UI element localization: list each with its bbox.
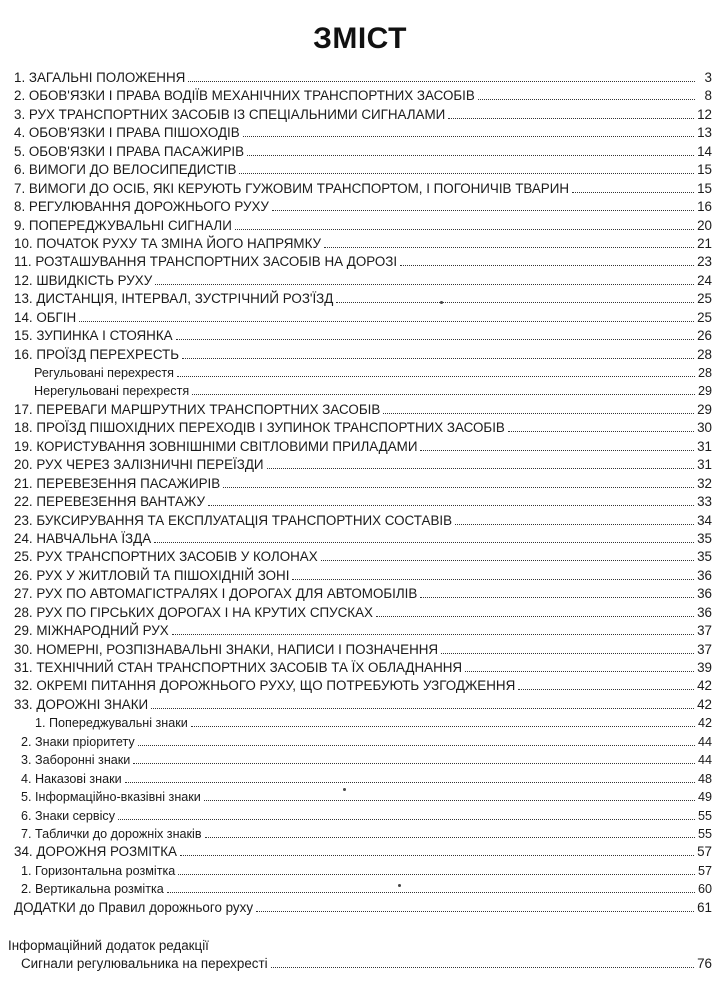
toc-entry-label: 22. ПЕРЕВЕЗЕННЯ ВАНТАЖУ	[14, 494, 205, 510]
toc-page-number: 25	[697, 291, 712, 307]
dot-leader	[172, 634, 694, 635]
toc-entry[interactable]	[14, 309, 712, 327]
toc-page-number: 28	[697, 346, 712, 362]
toc-entry[interactable]	[14, 585, 712, 603]
toc-entry-label: 34. ДОРОЖНЯ РОЗМІТКА	[14, 844, 177, 860]
dot-leader	[177, 376, 695, 377]
toc-entry-label: 12. ШВИДКІСТЬ РУХУ	[14, 272, 153, 288]
toc-entry-label: 1. Попереджувальні знаки	[35, 716, 188, 731]
dot-leader	[138, 745, 695, 746]
toc-page-number: 61	[697, 899, 712, 915]
toc-entry[interactable]	[14, 456, 712, 474]
toc-entry[interactable]	[14, 604, 712, 622]
toc-page-number: 55	[697, 826, 712, 841]
toc-entry-label: 32. ОКРЕМІ ПИТАННЯ ДОРОЖНЬОГО РУХУ, ЩО ПОТРЕБУЮТЬ УЗГОДЖЕННЯ	[14, 678, 516, 694]
toc-entry-label: 10. ПОЧАТОК РУХУ ТА ЗМІНА ЙОГО НАПРЯМКУ	[14, 235, 322, 251]
toc-page-number: 15	[697, 162, 712, 178]
dot-leader	[155, 284, 694, 285]
toc-entry-label: 28. РУХ ПО ГІРСЬКИХ ДОРОГАХ І НА КРУТИХ СПУСКАХ	[14, 604, 373, 620]
dot-leader	[223, 487, 694, 488]
dot-leader	[478, 99, 695, 100]
toc-entry-label: 24. НАВЧАЛЬНА ЇЗДА	[14, 530, 152, 546]
scan-speck	[398, 884, 401, 887]
toc-entry-label: 16. ПРОЇЗД ПЕРЕХРЕСТЬ	[14, 346, 180, 362]
toc-entry-label: 4. Наказові знаки	[21, 771, 122, 786]
toc-page-number: 33	[697, 494, 712, 510]
toc-page-number: 39	[697, 660, 712, 675]
dot-leader	[188, 81, 695, 82]
toc-page-number: 29	[697, 384, 712, 399]
appendix-list	[8, 955, 712, 973]
appendix-heading: Інформаційний додаток редакції	[8, 938, 209, 953]
toc-subentry[interactable]	[14, 733, 712, 751]
toc-entry[interactable]	[14, 180, 712, 198]
toc-entry-label: 26. РУХ У ЖИТЛОВІЙ ТА ПІШОХІДНІЙ ЗОНІ	[14, 567, 290, 583]
toc-page-number: 34	[697, 512, 712, 528]
toc-page-number: 42	[697, 696, 712, 712]
dot-leader	[239, 173, 694, 174]
toc-entry[interactable]	[14, 327, 712, 345]
dot-leader	[205, 837, 695, 838]
toc-page-number: 60	[697, 882, 712, 897]
toc-entry-label: 17. ПЕРЕВАГИ МАРШРУТНИХ ТРАНСПОРТНИХ ЗАСОБІВ	[14, 401, 381, 417]
toc-subentry[interactable]	[14, 880, 712, 898]
dot-leader	[191, 726, 695, 727]
toc-entry[interactable]	[14, 622, 712, 640]
toc-entry-label: 2. Вертикальна розмітка	[21, 882, 164, 897]
toc-subentry[interactable]	[14, 862, 712, 880]
dot-leader	[271, 967, 695, 968]
toc-page-number: 25	[697, 309, 712, 325]
toc-page-number: 13	[697, 125, 712, 141]
toc-entry-label: 33. ДОРОЖНІ ЗНАКИ	[14, 696, 149, 712]
toc-entry[interactable]	[14, 548, 712, 566]
toc-entry[interactable]	[14, 419, 712, 437]
toc-entry[interactable]	[14, 217, 712, 235]
toc-entry[interactable]	[14, 677, 712, 695]
toc-entry-label: 9. ПОПЕРЕДЖУВАЛЬНІ СИГНАЛИ	[14, 217, 232, 233]
dot-leader	[192, 394, 695, 395]
toc-entry[interactable]	[14, 290, 712, 308]
toc-page-number: 57	[697, 863, 712, 878]
toc-page-number: 36	[697, 586, 712, 602]
toc-page-number: 23	[697, 254, 712, 270]
dot-leader	[235, 229, 694, 230]
dot-leader	[267, 468, 695, 469]
dot-leader	[441, 653, 694, 654]
toc-page-number: 29	[697, 401, 712, 417]
toc-entry[interactable]	[14, 512, 712, 530]
toc-page-number: 30	[697, 420, 712, 436]
toc-entry[interactable]	[14, 161, 712, 179]
dot-leader	[208, 505, 694, 506]
toc-page-number: 3	[704, 70, 712, 85]
appendix-section	[8, 937, 712, 973]
toc-entry[interactable]	[14, 641, 712, 659]
toc-entry[interactable]	[14, 899, 712, 917]
toc-entry-label: 5. Інформаційно-вказівні знаки	[21, 790, 201, 805]
dot-leader	[324, 247, 694, 248]
dot-leader	[180, 855, 694, 856]
toc-entry[interactable]	[14, 696, 712, 714]
toc-entry-label: 5. ОБОВ'ЯЗКИ І ПРАВА ПАСАЖИРІВ	[14, 143, 245, 159]
toc-page-number: 15	[697, 180, 712, 196]
toc-entry[interactable]	[14, 843, 712, 861]
toc-entry-label: 15. ЗУПИНКА І СТОЯНКА	[14, 328, 173, 344]
toc-entry-label: 14. ОБГІН	[14, 309, 77, 325]
toc-page-number: 14	[697, 143, 712, 159]
toc-entry-label: ДОДАТКИ до Правил дорожнього руху	[14, 899, 254, 915]
dot-leader	[336, 302, 694, 303]
page-title: ЗМІСТ	[313, 22, 407, 55]
toc-entry-label: 27. РУХ ПО АВТОМАГІСТРАЛЯХ І ДОРОГАХ ДЛЯ АВТОМОБІЛІВ	[14, 586, 418, 602]
scan-speck	[343, 788, 346, 791]
toc-entry-label: 8. РЕГУЛЮВАННЯ ДОРОЖНЬОГО РУХУ	[14, 199, 269, 215]
toc-subentry[interactable]	[14, 364, 712, 382]
toc-entry-label: 30. НОМЕРНІ, РОЗПІЗНАВАЛЬНІ ЗНАКИ, НАПИСИ І ПОЗНАЧЕННЯ	[14, 641, 439, 657]
toc-entry[interactable]	[14, 198, 712, 216]
toc-page-number: 44	[697, 753, 712, 768]
dot-leader	[420, 450, 694, 451]
toc-page-number: 28	[697, 366, 712, 380]
toc-entry-label: 4. ОБОВ'ЯЗКИ І ПРАВА ПІШОХОДІВ	[14, 125, 240, 141]
dot-leader	[292, 579, 694, 580]
toc-entry[interactable]	[14, 87, 712, 105]
dot-leader	[455, 524, 694, 525]
toc-subentry[interactable]	[14, 382, 712, 400]
toc-entry-label: 3. Заборонні знаки	[21, 753, 131, 768]
toc-page-number: 55	[697, 808, 712, 823]
toc-page-number: 21	[697, 235, 712, 251]
dot-leader	[383, 413, 694, 414]
dot-leader	[167, 892, 695, 893]
toc-page-number: 31	[697, 457, 712, 473]
toc-entry[interactable]	[14, 401, 712, 419]
dot-leader	[400, 265, 694, 266]
toc-entry-label: 13. ДИСТАНЦІЯ, ІНТЕРВАЛ, ЗУСТРІЧНИЙ РОЗ'ЇЗД	[14, 291, 334, 307]
toc-entry-label: 1. Горизонтальна розмітка	[21, 863, 176, 878]
toc-entry-label: 11. РОЗТАШУВАННЯ ТРАНСПОРТНИХ ЗАСОБІВ НА ДОРОЗІ	[14, 254, 398, 270]
toc-subentry[interactable]	[14, 825, 712, 843]
toc-page-number: 37	[697, 623, 712, 639]
toc-page-number: 8	[704, 88, 712, 104]
toc-page-number: 76	[697, 956, 712, 971]
toc-entry-label: 6. Знаки сервісу	[21, 808, 115, 823]
toc-list	[14, 69, 712, 917]
dot-leader	[420, 597, 694, 598]
toc-entry-label: 23. БУКСИРУВАННЯ ТА ЕКСПЛУАТАЦІЯ ТРАНСПОРТНИХ СОСТАВІВ	[14, 512, 453, 528]
toc-entry[interactable]	[14, 235, 712, 253]
toc-page-number: 42	[697, 716, 712, 731]
dot-leader	[465, 671, 694, 672]
dot-leader	[204, 800, 695, 801]
dot-leader	[247, 155, 694, 156]
dot-leader	[125, 782, 695, 783]
toc-subentry[interactable]	[14, 788, 712, 806]
toc-entry-label: 1. ЗАГАЛЬНІ ПОЛОЖЕННЯ	[14, 70, 186, 85]
toc-entry-label: 3. РУХ ТРАНСПОРТНИХ ЗАСОБІВ ІЗ СПЕЦІАЛЬНИМИ СИГНАЛАМИ	[14, 106, 446, 122]
toc-entry-label: Нерегульовані перехрестя	[34, 384, 190, 399]
toc-entry[interactable]	[14, 143, 712, 161]
toc-page-number: 35	[697, 549, 712, 565]
toc-entry[interactable]	[14, 272, 712, 290]
toc-page-number: 44	[697, 734, 712, 749]
scan-speck	[440, 301, 443, 304]
toc-entry-label: 25. РУХ ТРАНСПОРТНИХ ЗАСОБІВ У КОЛОНАХ	[14, 549, 318, 565]
toc-entry-label: 29. МІЖНАРОДНИЙ РУХ	[14, 623, 169, 639]
toc-page-number: 26	[697, 328, 712, 344]
dot-leader	[178, 874, 695, 875]
toc-page-number: 12	[697, 106, 712, 122]
toc-entry-label: 2. Знаки пріоритету	[21, 734, 135, 749]
toc-page-number: 16	[697, 199, 712, 215]
toc-entry-label: 6. ВИМОГИ ДО ВЕЛОСИПЕДИСТІВ	[14, 162, 237, 178]
dot-leader	[448, 118, 694, 119]
dot-leader	[151, 708, 694, 709]
toc-page-number: 20	[697, 217, 712, 233]
toc-page-number: 57	[697, 844, 712, 860]
toc-entry[interactable]	[14, 438, 712, 456]
dot-leader	[133, 763, 695, 764]
toc-page-number: 31	[697, 438, 712, 454]
toc-entry[interactable]	[14, 253, 712, 271]
toc-entry[interactable]	[14, 493, 712, 511]
toc-subentry[interactable]	[14, 770, 712, 788]
toc-subentry[interactable]	[14, 714, 712, 732]
toc-page-number: 49	[697, 790, 712, 805]
toc-page-number: 37	[697, 641, 712, 657]
toc-entry-label: 31. ТЕХНІЧНИЙ СТАН ТРАНСПОРТНИХ ЗАСОБІВ ТА ЇХ ОБЛАДНАННЯ	[14, 660, 463, 675]
toc-entry-label: 7. Таблички до дорожніх знаків	[21, 826, 202, 841]
toc-entry[interactable]	[14, 567, 712, 585]
toc-page-number: 32	[697, 475, 712, 491]
dot-leader	[118, 819, 695, 820]
toc-entry[interactable]	[14, 346, 712, 364]
toc-page-number: 35	[697, 530, 712, 546]
dot-leader	[518, 689, 694, 690]
dot-leader	[272, 210, 694, 211]
toc-page-number: 48	[697, 771, 712, 786]
dot-leader	[182, 358, 694, 359]
dot-leader	[79, 321, 694, 322]
dot-leader	[243, 136, 694, 137]
toc-entry[interactable]	[14, 106, 712, 124]
toc-entry[interactable]	[14, 124, 712, 142]
toc-page-number: 36	[697, 604, 712, 620]
dot-leader	[176, 339, 695, 340]
toc-entry-label: 21. ПЕРЕВЕЗЕННЯ ПАСАЖИРІВ	[14, 475, 221, 491]
dot-leader	[508, 431, 694, 432]
toc-entry[interactable]	[14, 530, 712, 548]
toc-subentry[interactable]	[14, 751, 712, 769]
toc-entry[interactable]	[14, 69, 712, 87]
toc-entry[interactable]	[8, 955, 712, 973]
toc-page-number: 42	[697, 678, 712, 694]
toc-entry-label: Регульовані перехрестя	[34, 366, 174, 380]
dot-leader	[572, 192, 694, 193]
dot-leader	[256, 911, 694, 912]
toc-page-number: 24	[697, 272, 712, 288]
dot-leader	[376, 616, 694, 617]
toc-entry-label: Сигнали регулювальника на перехресті	[21, 956, 268, 971]
toc-entry-label: 7. ВИМОГИ ДО ОСІБ, ЯКІ КЕРУЮТЬ ГУЖОВИМ ТРАНСПОРТОМ, І ПОГОНИЧІВ ТВАРИН	[14, 180, 570, 196]
toc-entry[interactable]	[14, 475, 712, 493]
dot-leader	[321, 560, 694, 561]
toc-entry-label: 19. КОРИСТУВАННЯ ЗОВНІШНІМИ СВІТЛОВИМИ ПРИЛАДАМИ	[14, 438, 418, 454]
toc-entry-label: 2. ОБОВ'ЯЗКИ І ПРАВА ВОДІЇВ МЕХАНІЧНИХ ТРАНСПОРТНИХ ЗАСОБІВ	[14, 88, 475, 104]
toc-entry-label: 18. ПРОЇЗД ПІШОХІДНИХ ПЕРЕХОДІВ І ЗУПИНОК ТРАНСПОРТНИХ ЗАСОБІВ	[14, 420, 505, 436]
toc-entry-label: 20. РУХ ЧЕРЕЗ ЗАЛІЗНИЧНІ ПЕРЕЇЗДИ	[14, 457, 264, 473]
toc-page-number: 36	[697, 567, 712, 583]
toc-entry[interactable]	[14, 659, 712, 677]
dot-leader	[154, 542, 694, 543]
toc-subentry[interactable]	[14, 807, 712, 825]
